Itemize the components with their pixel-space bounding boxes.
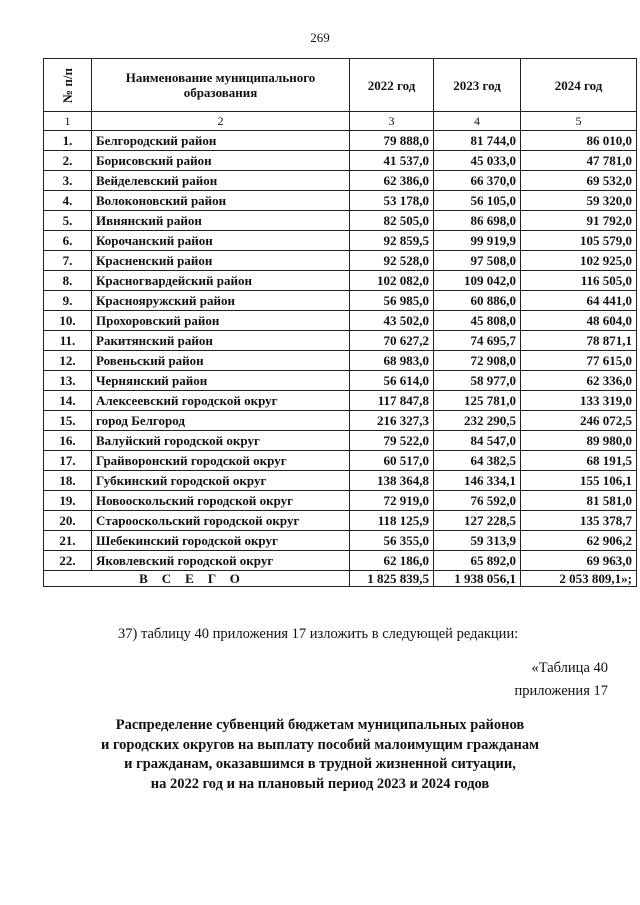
table-row [44,411,637,431]
total-2022: 1 825 839,5 [350,571,434,587]
value-2024: 68 191,5 [521,451,637,471]
value-2022: 43 502,0 [350,311,434,331]
municipality-name: Красненский район [92,251,350,271]
municipality-name: Волоконовский район [92,191,350,211]
row-number: 13. [44,371,92,391]
value-2024: 69 963,0 [521,551,637,571]
row-number: 5. [44,211,92,231]
header-name: Наименование муниципального образования [92,59,350,112]
row-number: 7. [44,251,92,271]
row-number: 12. [44,351,92,371]
table-row [44,251,637,271]
table-row [44,391,637,411]
value-2024: 81 581,0 [521,491,637,511]
title-line: и городских округов на выплату пособий малоимущим гражданам [100,736,540,753]
row-number: 3. [44,171,92,191]
table-row [44,491,637,511]
column-index: 5 [521,112,637,131]
header-num: № п/п [44,59,92,112]
value-2022: 56 614,0 [350,371,434,391]
value-2023: 86 698,0 [434,211,521,231]
table-row [44,271,637,291]
municipality-name: Ровеньский район [92,351,350,371]
table-row [44,311,637,331]
value-2024: 91 792,0 [521,211,637,231]
value-2022: 41 537,0 [350,151,434,171]
row-number: 19. [44,491,92,511]
municipality-name: Валуйский городской округ [92,431,350,451]
value-2024: 246 072,5 [521,411,637,431]
total-2024: 2 053 809,1»; [521,571,637,587]
value-2024: 59 320,0 [521,191,637,211]
value-2023: 99 919,9 [434,231,521,251]
table-row [44,471,637,491]
value-2023: 125 781,0 [434,391,521,411]
value-2024: 62 336,0 [521,371,637,391]
row-number: 8. [44,271,92,291]
row-number: 20. [44,511,92,531]
value-2023: 58 977,0 [434,371,521,391]
page-number: 269 [310,30,330,45]
value-2023: 109 042,0 [434,271,521,291]
value-2022: 92 528,0 [350,251,434,271]
row-number: 16. [44,431,92,451]
header-2022: 2022 год [350,59,434,112]
municipality-name: Вейделевский район [92,171,350,191]
table-row [44,191,637,211]
value-2024: 64 441,0 [521,291,637,311]
row-number: 9. [44,291,92,311]
value-2023: 97 508,0 [434,251,521,271]
table-row [44,351,637,371]
column-index: 3 [350,112,434,131]
appendix-reference: приложения 17 [514,683,608,699]
table-row [44,171,637,191]
value-2023: 64 382,5 [434,451,521,471]
value-2023: 76 592,0 [434,491,521,511]
value-2024: 133 319,0 [521,391,637,411]
table-row [44,131,637,151]
value-2023: 60 886,0 [434,291,521,311]
value-2023: 127 228,5 [434,511,521,531]
row-number: 11. [44,331,92,351]
municipality-name: город Белгород [92,411,350,431]
row-number: 18. [44,471,92,491]
value-2023: 146 334,1 [434,471,521,491]
section-title [0,716,640,794]
value-2024: 89 980,0 [521,431,637,451]
municipality-name: Краснояружский район [92,291,350,311]
row-number: 10. [44,311,92,331]
value-2022: 216 327,3 [350,411,434,431]
municipality-name: Красногвардейский район [92,271,350,291]
municipality-name: Корочанский район [92,231,350,251]
value-2024: 155 106,1 [521,471,637,491]
value-2022: 70 627,2 [350,331,434,351]
table-row [44,331,637,351]
table-row [44,371,637,391]
value-2023: 84 547,0 [434,431,521,451]
value-2023: 81 744,0 [434,131,521,151]
value-2023: 74 695,7 [434,331,521,351]
value-2022: 62 186,0 [350,551,434,571]
row-number: 6. [44,231,92,251]
municipality-name: Ракитянский район [92,331,350,351]
municipality-name: Шебекинский городской округ [92,531,350,551]
value-2023: 59 313,9 [434,531,521,551]
header-2023: 2023 год [434,59,521,112]
table-reference: «Таблица 40 [531,660,608,676]
table-row [44,511,637,531]
value-2022: 118 125,9 [350,511,434,531]
table-row [44,151,637,171]
title-line: на 2022 год и на плановый период 2023 и 2024 годов [150,775,490,792]
municipality-name: Белгородский район [92,131,350,151]
municipality-name: Губкинский городской округ [92,471,350,491]
value-2024: 62 906,2 [521,531,637,551]
value-2023: 56 105,0 [434,191,521,211]
value-2024: 48 604,0 [521,311,637,331]
value-2022: 56 985,0 [350,291,434,311]
row-number: 2. [44,151,92,171]
value-2022: 72 919,0 [350,491,434,511]
header-row [44,59,637,112]
value-2023: 45 808,0 [434,311,521,331]
total-2023: 1 938 056,1 [434,571,521,587]
value-2024: 135 378,7 [521,511,637,531]
municipality-name: Алексеевский городской округ [92,391,350,411]
value-2022: 102 082,0 [350,271,434,291]
municipality-name: Новооскольский городской округ [92,491,350,511]
value-2024: 116 505,0 [521,271,637,291]
column-index-row [44,112,637,131]
value-2022: 68 983,0 [350,351,434,371]
header-2024: 2024 год [521,59,637,112]
column-index: 1 [44,112,92,131]
value-2023: 65 892,0 [434,551,521,571]
municipality-name: Ивнянский район [92,211,350,231]
value-2022: 92 859,5 [350,231,434,251]
table-row [44,431,637,451]
table-row [44,531,637,551]
value-2022: 60 517,0 [350,451,434,471]
value-2023: 45 033,0 [434,151,521,171]
row-number: 14. [44,391,92,411]
municipality-name: Прохоровский район [92,311,350,331]
value-2022: 138 364,8 [350,471,434,491]
value-2022: 82 505,0 [350,211,434,231]
value-2022: 79 522,0 [350,431,434,451]
municipality-name: Яковлевский городской округ [92,551,350,571]
row-number: 15. [44,411,92,431]
title-line: Распределение субвенций бюджетам муниципальных районов [115,717,525,733]
row-number: 4. [44,191,92,211]
table-row [44,231,637,251]
table-row [44,451,637,471]
value-2022: 53 178,0 [350,191,434,211]
value-2024: 77 615,0 [521,351,637,371]
value-2024: 105 579,0 [521,231,637,251]
title-line: и гражданам, оказавшимся в трудной жизненной ситуации, [124,756,516,772]
value-2022: 56 355,0 [350,531,434,551]
table-row [44,211,637,231]
row-number: 1. [44,131,92,151]
value-2023: 232 290,5 [434,411,521,431]
value-2024: 69 532,0 [521,171,637,191]
value-2022: 79 888,0 [350,131,434,151]
municipality-name: Борисовский район [92,151,350,171]
table-row [44,551,637,571]
table-row [44,291,637,311]
row-number: 17. [44,451,92,471]
value-2024: 47 781,0 [521,151,637,171]
value-2024: 102 925,0 [521,251,637,271]
value-2024: 78 871,1 [521,331,637,351]
municipality-name: Грайворонский городской округ [92,451,350,471]
row-number: 21. [44,531,92,551]
total-row [44,571,637,587]
total-label: ВСЕГО [44,571,350,587]
column-index: 2 [92,112,350,131]
value-2024: 86 010,0 [521,131,637,151]
value-2022: 62 386,0 [350,171,434,191]
value-2023: 72 908,0 [434,351,521,371]
municipality-name: Старооскольский городской округ [92,511,350,531]
row-number: 22. [44,551,92,571]
municipality-name: Чернянский район [92,371,350,391]
amendment-instruction: 37) таблицу 40 приложения 17 изложить в следующей редакции: [118,626,519,642]
value-2022: 117 847,8 [350,391,434,411]
column-index: 4 [434,112,521,131]
value-2023: 66 370,0 [434,171,521,191]
subvention-table [43,58,637,587]
